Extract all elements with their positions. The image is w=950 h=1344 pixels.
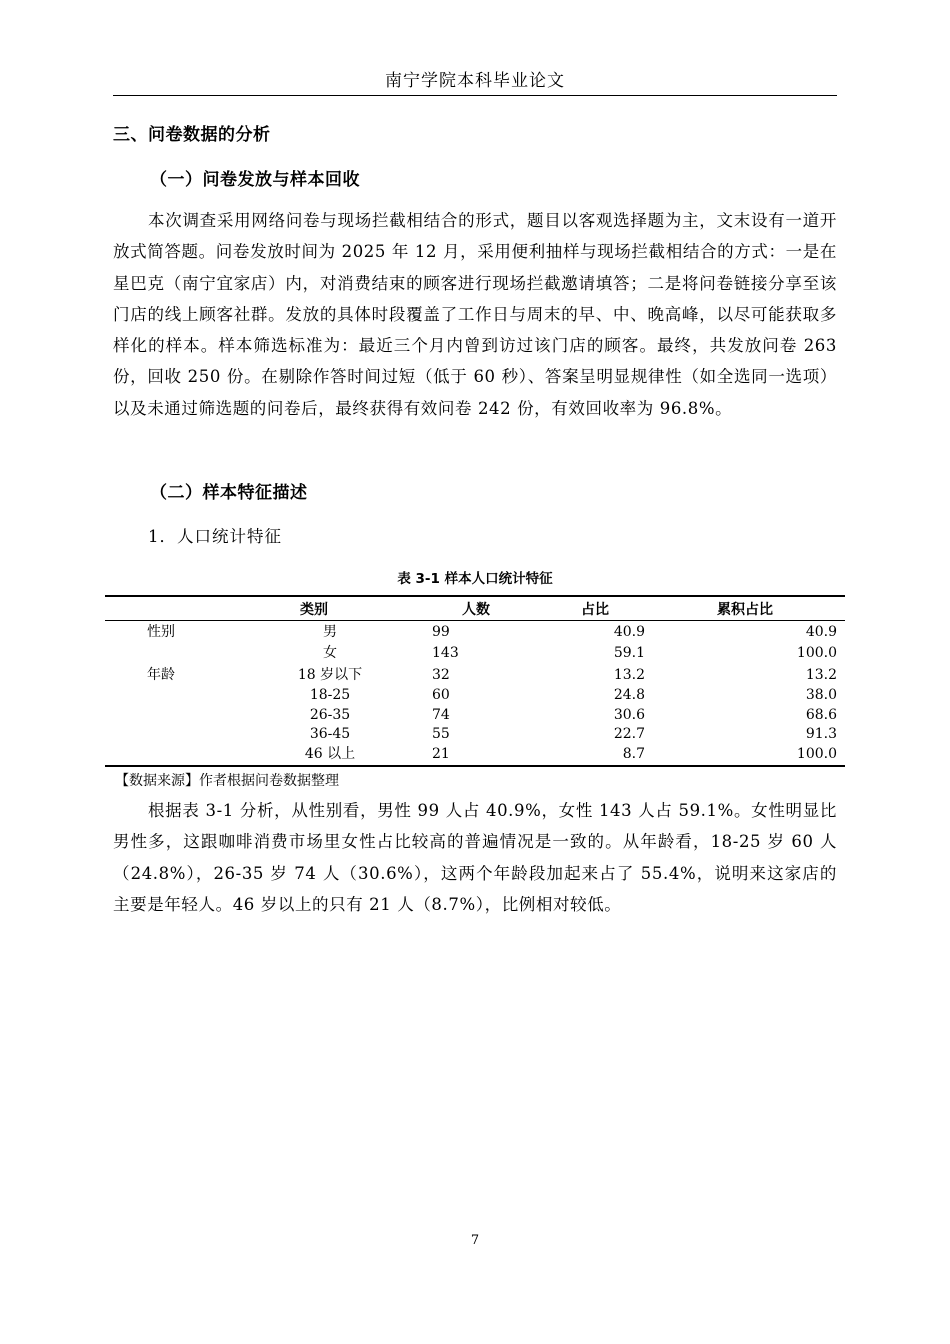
subsection-title-distribution: （一）问卷发放与样本回收	[150, 170, 360, 190]
row-count: 74	[432, 707, 450, 723]
table-row	[105, 705, 845, 725]
section-title: 三、问卷数据的分析	[113, 125, 271, 145]
row-share: 13.2	[613, 667, 645, 683]
row-share: 59.1	[613, 645, 645, 661]
header-category: 类别	[300, 602, 328, 618]
header-count: 人数	[462, 602, 490, 618]
running-header: 南宁学院本科毕业论文	[385, 71, 565, 91]
header-cumulative: 累积占比	[717, 602, 773, 618]
demographics-heading: 1．人口统计特征	[148, 527, 282, 546]
table-row	[105, 724, 845, 744]
table-caption: 表 3-1 样本人口统计特征	[397, 571, 553, 587]
row-share: 8.7	[622, 746, 645, 762]
subsection-title-sample: （二）样本特征描述	[150, 483, 308, 503]
row-category: 男	[323, 624, 337, 640]
row-group: 性别	[147, 624, 175, 640]
table-row	[105, 665, 845, 685]
table-top-rule	[105, 595, 845, 597]
row-cumulative: 40.9	[805, 624, 837, 640]
table-header-rule	[105, 620, 845, 621]
header-share: 占比	[581, 602, 609, 618]
table-row	[105, 685, 845, 705]
table-source-note: 【数据来源】作者根据问卷数据整理	[115, 773, 339, 789]
row-share: 22.7	[613, 726, 645, 742]
row-count: 32	[432, 667, 450, 683]
table-row	[105, 744, 845, 764]
table-row	[105, 643, 845, 663]
row-count: 21	[432, 746, 450, 762]
row-count: 99	[432, 624, 450, 640]
table-row	[105, 622, 845, 642]
row-category: 36-45	[309, 726, 351, 742]
row-category: 46 以上	[304, 746, 356, 762]
row-category: 18-25	[309, 687, 351, 703]
row-share: 40.9	[613, 624, 645, 640]
row-cumulative: 68.6	[805, 707, 837, 723]
row-category: 女	[323, 645, 337, 661]
analysis-paragraph: 根据表 3-1 分析，从性别看，男性 99 人占 40.9%，女性 143 人占 59.1%。女性明显比男性多，这跟咖啡消费市场里女性占比较高的普遍情况是一致的。从年龄看，18-25 岁 60 人（24.8%），26-35 岁 74 人（30.6%），这两个年龄段加起来占了 55.4%，说明来这家店的主要是年轻人。46 岁以上的只有 21 人（8.7%），比例相对较低。	[113, 801, 837, 914]
row-category: 26-35	[309, 707, 351, 723]
row-count: 55	[432, 726, 450, 742]
row-category: 18 岁以下	[297, 667, 363, 683]
row-cumulative: 13.2	[805, 667, 837, 683]
row-cumulative: 91.3	[805, 726, 837, 742]
row-cumulative: 100.0	[796, 746, 837, 762]
row-cumulative: 38.0	[805, 687, 837, 703]
page-number: 7	[470, 1233, 480, 1248]
header-rule	[113, 95, 837, 96]
distribution-paragraph: 本次调查采用网络问卷与现场拦截相结合的形式，题目以客观选择题为主，文末设有一道开放式简答题。问卷发放时间为 2025 年 12 月，采用便利抽样与现场拦截相结合的方式：一是在星巴克（南宁宜家店）内，对消费结束的顾客进行现场拦截邀请填答；二是将问卷链接分享至该门店的线上顾客社群。发放的具体时段覆盖了工作日与周末的早、中、晚高峰，以尽可能获取多样化的样本。样本筛选标准为：最近三个月内曾到访过该门店的顾客。最终，共发放问卷 263 份，回收 250 份。在剔除作答时间过短（低于 60 秒）、答案呈明显规律性（如全选同一选项）以及未通过筛选题的问卷后，最终获得有效问卷 242 份，有效回收率为 96.8%。	[113, 211, 837, 418]
row-share: 30.6	[613, 707, 645, 723]
row-cumulative: 100.0	[796, 645, 837, 661]
row-count: 60	[432, 687, 450, 703]
table-bottom-rule	[105, 765, 845, 767]
row-share: 24.8	[613, 687, 645, 703]
row-group: 年龄	[147, 667, 175, 683]
row-count: 143	[432, 645, 459, 661]
